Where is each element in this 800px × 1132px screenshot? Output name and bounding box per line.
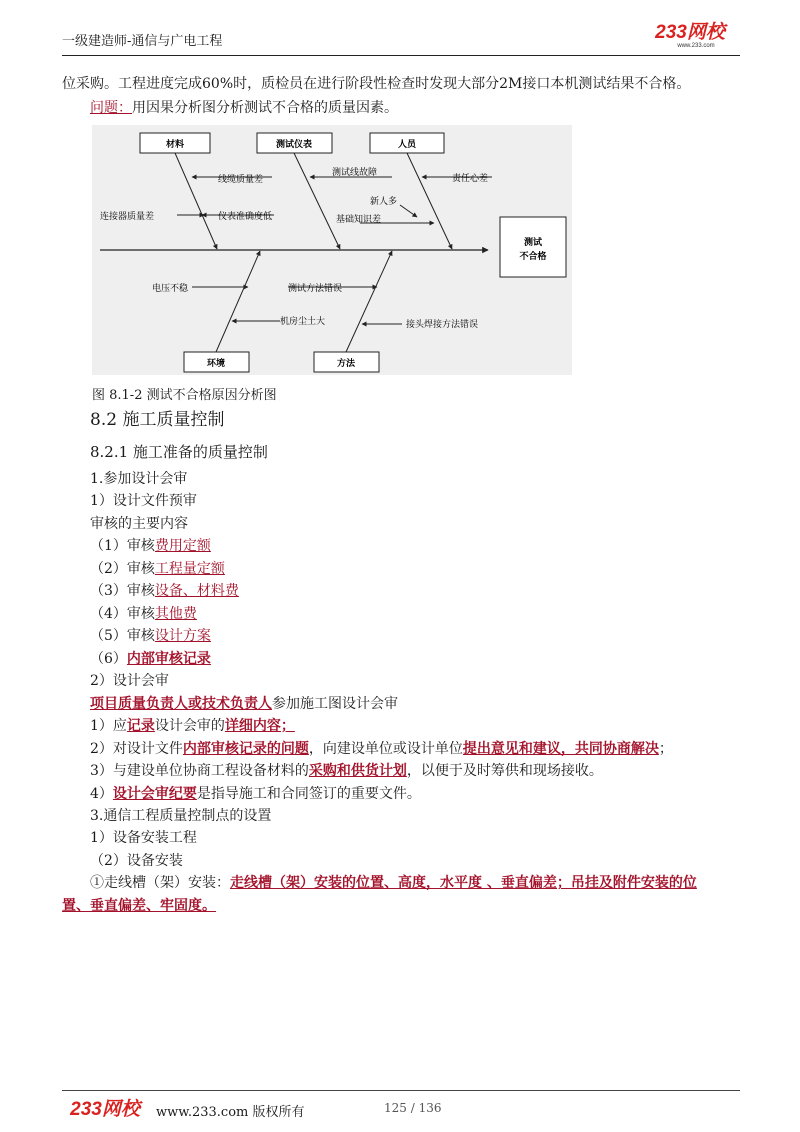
section-heading: 8.2 施工质量控制 bbox=[90, 410, 225, 430]
category-people: 人员 bbox=[397, 140, 417, 150]
paragraph bbox=[62, 896, 216, 916]
list-item-prefix: （4）审核 bbox=[90, 606, 155, 622]
category-instruments: 测试仪表 bbox=[275, 140, 313, 150]
question-line bbox=[90, 98, 398, 118]
item-heading: （2）设备安装 bbox=[90, 853, 183, 869]
plain-text: 设计会审的 bbox=[154, 718, 225, 734]
highlight-text: 走线槽（架）安装的位置、高度，水平度 、垂直偏差；吊挂及附件安装的位 bbox=[230, 875, 697, 891]
paragraph bbox=[90, 716, 295, 736]
category-environment: 环境 bbox=[206, 359, 226, 369]
paragraph bbox=[90, 761, 603, 781]
highlight-text: 记录 bbox=[126, 718, 155, 734]
highlight-text: 设计会审纪要 bbox=[112, 786, 197, 802]
cause-cable-quality: 线缆质量差 bbox=[218, 175, 264, 185]
plain-text: ； bbox=[658, 741, 673, 757]
plain-text: 1）应 bbox=[90, 718, 127, 734]
list-item-prefix: （6） bbox=[90, 651, 127, 667]
list-item-prefix: （5）审核 bbox=[90, 628, 155, 644]
cause-connector-quality: 连接器质量差 bbox=[100, 212, 155, 222]
plain-text: 3）与建设单位协商工程设备材料的 bbox=[90, 763, 309, 779]
intro-line: 位采购。工程进度完成60%时，质检员在进行阶段性检查时发现大部分2M接口本机测试结果不合格。 bbox=[62, 76, 691, 92]
item-heading: 1）设计文件预审 bbox=[90, 493, 197, 509]
highlight-text: 项目质量负责人或技术负责人 bbox=[90, 696, 272, 712]
plain-text: 4） bbox=[90, 786, 113, 802]
list-item bbox=[90, 581, 239, 601]
paragraph: 审核的主要内容 bbox=[90, 516, 188, 532]
highlight-text: 详细内容； bbox=[224, 718, 295, 734]
list-item-prefix: （3）审核 bbox=[90, 583, 155, 599]
header-divider bbox=[62, 55, 740, 56]
cause-test-method-error: 测试方法错误 bbox=[288, 284, 343, 294]
list-item-prefix: （2）审核 bbox=[90, 561, 155, 577]
cause-basic-knowledge: 基础知识差 bbox=[336, 215, 382, 225]
list-item-highlight: 工程量定额 bbox=[154, 561, 225, 577]
highlight-text: 采购和供货计划 bbox=[308, 763, 407, 779]
list-item bbox=[90, 536, 211, 556]
cause-soldering-error: 接头焊接方法错误 bbox=[406, 320, 479, 330]
paragraph bbox=[90, 873, 697, 893]
list-item-highlight: 设备、材料费 bbox=[154, 583, 239, 599]
footer-logo-text: 233网校 bbox=[70, 1099, 140, 1120]
figure-caption: 图 8.1-2 测试不合格原因分析图 bbox=[92, 388, 277, 403]
category-method: 方法 bbox=[336, 359, 356, 369]
item-heading: 2）设计会审 bbox=[90, 673, 169, 689]
paragraph bbox=[90, 739, 673, 759]
cause-room-dust: 机房尘土大 bbox=[280, 317, 326, 327]
question-text: 用因果分析图分析测试不合格的质量因素。 bbox=[132, 100, 398, 116]
plain-text: 参加施工图设计会审 bbox=[272, 696, 398, 712]
list-item-prefix: （1）审核 bbox=[90, 538, 155, 554]
result-label-2: 不合格 bbox=[519, 252, 547, 262]
footer-divider bbox=[62, 1090, 740, 1091]
highlight-text: 提出意见和建议，共同协商解决 bbox=[462, 741, 659, 757]
item-heading: 3.通信工程质量控制点的设置 bbox=[90, 808, 272, 824]
header-title: 一级建造师-通信与广电工程 bbox=[62, 34, 223, 49]
paragraph bbox=[90, 784, 421, 804]
footer-copyright: www.233.com 版权所有 bbox=[156, 1105, 305, 1120]
list-item-highlight: 内部审核记录 bbox=[126, 651, 211, 667]
fishbone-diagram bbox=[92, 125, 572, 375]
cause-responsibility: 责任心差 bbox=[452, 174, 489, 184]
plain-text: 2）对设计文件 bbox=[90, 741, 183, 757]
plain-text: ，向建设单位或设计单位 bbox=[308, 741, 463, 757]
item-heading: 1.参加设计会审 bbox=[90, 471, 188, 487]
list-item bbox=[90, 626, 211, 646]
cause-instrument-accuracy: 仪表准确度低 bbox=[218, 212, 273, 222]
highlight-text: 置、垂直偏差、牢固度。 bbox=[62, 898, 216, 914]
plain-text: ①走线槽（架）安装： bbox=[90, 875, 230, 891]
brand-logo-text: 233网校 bbox=[655, 22, 725, 43]
list-item-highlight: 费用定额 bbox=[154, 538, 211, 554]
list-item bbox=[90, 559, 225, 579]
question-label: 问题： bbox=[90, 100, 132, 116]
paragraph bbox=[90, 694, 398, 714]
subsection-heading: 8.2.1 施工准备的质量控制 bbox=[90, 443, 268, 461]
brand-logo bbox=[640, 20, 740, 50]
highlight-text: 内部审核记录的问题 bbox=[182, 741, 309, 757]
brand-logo-url: www.233.com bbox=[677, 43, 715, 49]
list-item-highlight: 设计方案 bbox=[154, 628, 211, 644]
cause-new-staff: 新人多 bbox=[370, 197, 398, 207]
list-item bbox=[90, 604, 197, 624]
item-heading: 1）设备安装工程 bbox=[90, 830, 197, 846]
result-label-1: 测试 bbox=[523, 238, 543, 248]
list-item bbox=[90, 649, 211, 669]
page-number: 125 / 136 bbox=[384, 1101, 442, 1115]
category-materials: 材料 bbox=[165, 140, 185, 150]
footer-logo bbox=[62, 1094, 148, 1120]
cause-unstable-voltage: 电压不稳 bbox=[152, 284, 189, 294]
cause-test-line-fault: 测试线故障 bbox=[332, 168, 378, 178]
plain-text: ，以便于及时筹供和现场接收。 bbox=[406, 763, 603, 779]
list-item-highlight: 其他费 bbox=[154, 606, 197, 622]
plain-text: 是指导施工和合同签订的重要文件。 bbox=[196, 786, 421, 802]
